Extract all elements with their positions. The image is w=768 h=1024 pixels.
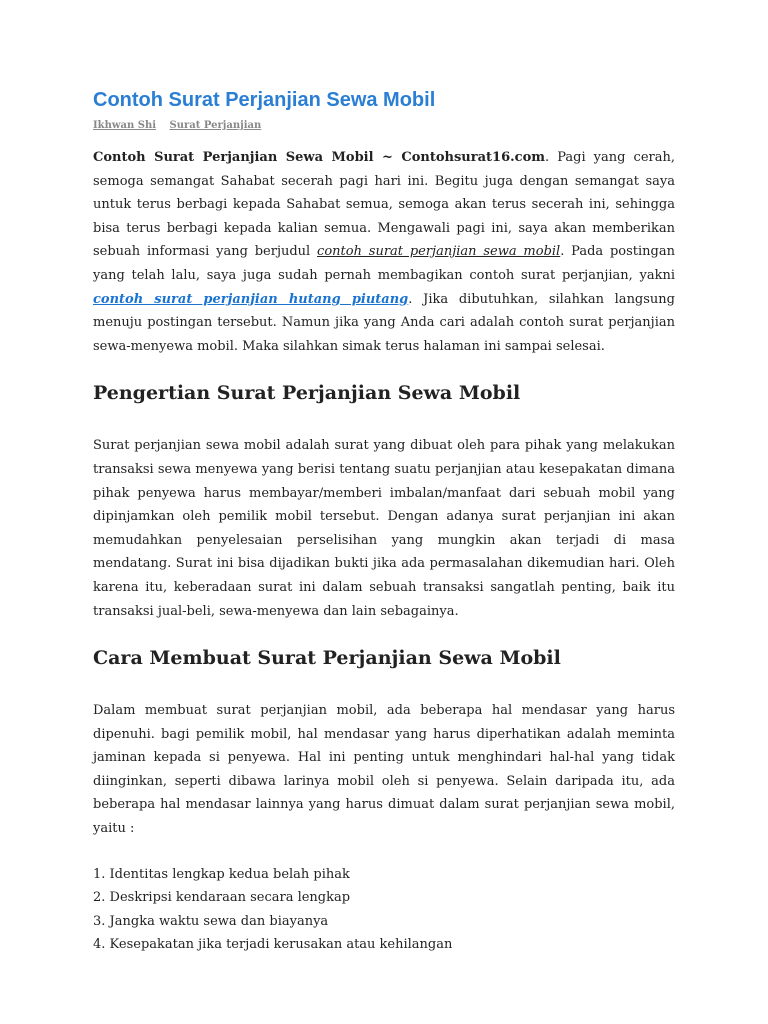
intro-text-1: . Pagi yang cerah, semoga semangat Sahabat secerah pagi hari ini. Begitu juga dengan semangat saya untuk terus berbagi kepada Sahabat semua, semoga akan terus secerah ini, sehingga bisa terus berbagi kepada kalian semua. Mengawali pagi ini, saya akan memberikan sebuah informasi yang berjudul	[93, 150, 675, 260]
list-item: 4. Kesepakatan jika terjadi kerusakan atau kehilangan	[93, 937, 453, 953]
author-link[interactable]: Ikhwan Shi	[93, 120, 157, 131]
section-heading-pengertian: Pengertian Surat Perjanjian Sewa Mobil	[93, 382, 521, 405]
list-item: 1. Identitas lengkap kedua belah pihak	[93, 866, 350, 882]
post-meta	[93, 120, 675, 140]
cara-membuat-paragraph: Dalam membuat surat perjanjian mobil, ada beberapa hal mendasar yang harus dipenuhi. bagi pemilik mobil, hal mendasar yang harus diperhatikan adalah meminta jaminan kepada si penyewa. Hal ini penting untuk menghindari hal-hal yang tidak diinginkan, seperti dibawa larinya mobil oleh si penyewa. Selain daripada itu, ada beberapa hal mendasar lainnya yang harus dimuat dalam surat perjanjian sewa mobil, yaitu :	[93, 703, 675, 837]
section-heading-cara-membuat: Cara Membuat Surat Perjanjian Sewa Mobil	[93, 647, 561, 670]
article	[93, 86, 675, 957]
label-link[interactable]: Surat Perjanjian	[169, 120, 262, 131]
intro-paragraph	[93, 146, 675, 358]
intro-link-hutang-piutang[interactable]: contoh surat perjanjian hutang piutang	[93, 291, 409, 307]
intro-text-2: . Pada postingan yang telah lalu, saya juga sudah pernah membagikan contoh surat perjanjian, yakni	[93, 244, 676, 283]
pengertian-paragraph: Surat perjanjian sewa mobil adalah surat yang dibuat oleh para pihak yang melakukan transaksi sewa menyewa yang berisi tentang suatu perjanjian atau kesepakatan dimana pihak penyewa harus membayar/memberi imbalan/manfaat dari sebuah mobil yang dipinjamkan oleh pemilik mobil tersebut. Dengan adanya surat perjanjian ini akan memudahkan penyelesaian perselisihan yang mungkin akan terjadi di masa mendatang. Surat ini bisa dijadikan bukti jika ada permasalahan dikemudian hari. Oleh karena itu, keberadaan surat ini dalam sebuah transaksi sangatlah penting, baik itu transaksi jual-beli, sewa-menyewa dan lain sebagainya.	[93, 438, 675, 619]
intro-text-3: . Jika dibutuhkan, silahkan langsung menuju postingan tersebut. Namun jika yang Anda cari adalah contoh surat perjanjian sewa-menyewa mobil. Maka silahkan simak terus halaman ini sampai selesai.	[93, 291, 675, 354]
list-item: 2. Deskripsi kendaraan secara lengkap	[93, 890, 351, 906]
article-title[interactable]: Contoh Surat Perjanjian Sewa Mobil	[93, 89, 436, 111]
list-item: 3. Jangka waktu sewa dan biayanya	[93, 913, 329, 929]
intro-link-sewa-mobil[interactable]: contoh surat perjanjian sewa mobil	[317, 244, 561, 260]
intro-lead: Contoh Surat Perjanjian Sewa Mobil ~ Contohsurat16.com	[93, 150, 545, 165]
requirements-list	[93, 863, 675, 957]
